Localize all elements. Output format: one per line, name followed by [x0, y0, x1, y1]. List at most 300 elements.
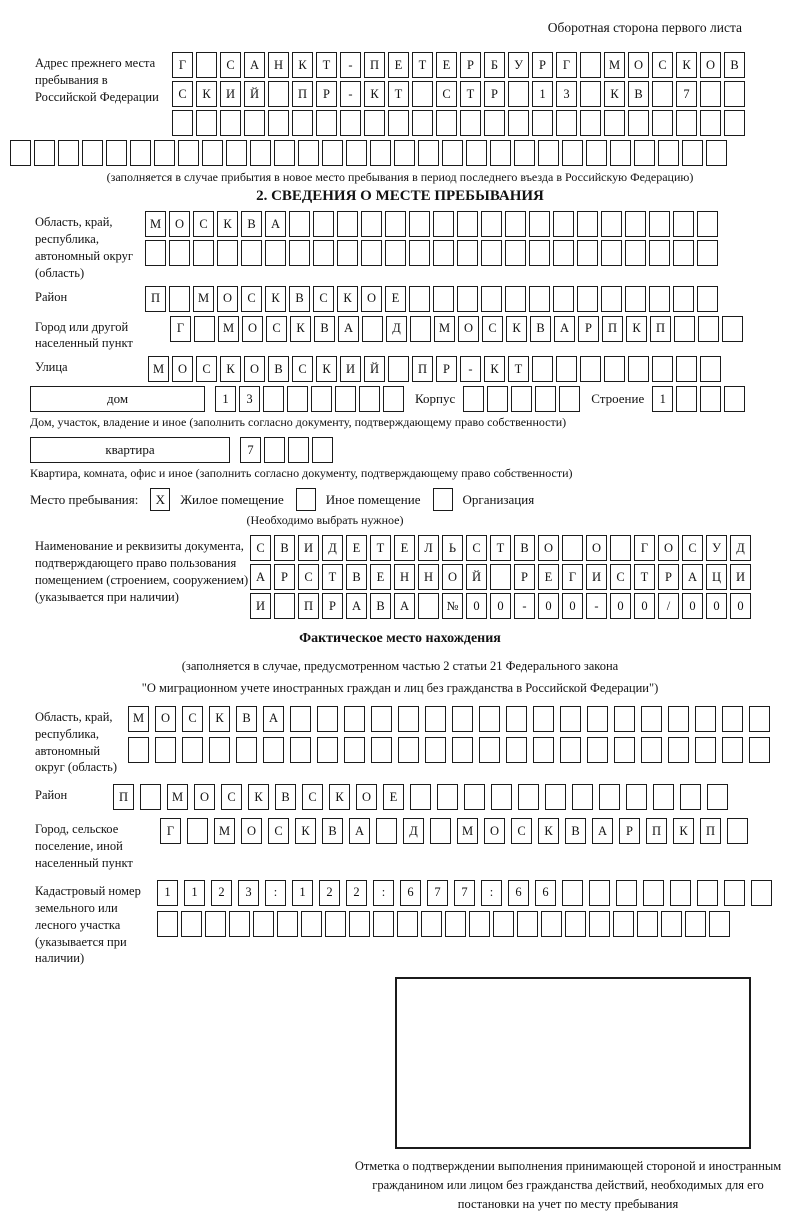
char-cell: 7 [427, 880, 448, 906]
char-cell [410, 316, 431, 342]
char-cell: : [265, 880, 286, 906]
char-cell [421, 911, 442, 937]
char-cell [457, 211, 478, 237]
char-cell [277, 911, 298, 937]
char-cell: М [218, 316, 239, 342]
char-cell [577, 240, 598, 266]
char-cell: К [626, 316, 647, 342]
char-cell [205, 911, 226, 937]
char-cell [545, 784, 566, 810]
checkbox-zhiloe: X [150, 488, 170, 511]
prev-address-label: Адрес прежнего места пребывания в Российской Федерации [35, 56, 159, 104]
char-cell: В [274, 535, 295, 561]
prev-address-field [35, 52, 800, 136]
char-cell [751, 880, 772, 906]
char-grid-row [128, 737, 776, 763]
char-cell [301, 911, 322, 937]
char-cell [487, 386, 508, 412]
char-cell [707, 784, 728, 810]
char-cell [589, 880, 610, 906]
char-cell [700, 356, 721, 382]
char-cell: С [172, 81, 193, 107]
char-cell [313, 240, 334, 266]
char-cell [553, 240, 574, 266]
char-cell [562, 535, 583, 561]
char-cell: С [302, 784, 323, 810]
char-cell [698, 316, 719, 342]
char-cell: К [248, 784, 269, 810]
actual-location-caption-line2: "О миграционном учете иностранных граждан и лиц без гражданства в Российской Федерации") [141, 681, 659, 695]
stay-type-row [30, 488, 800, 511]
char-cell: Д [403, 818, 424, 844]
actual-city-label: Город, сельское поселение, иной населенный пункт [35, 822, 133, 870]
char-cell [298, 140, 319, 166]
char-cell [289, 211, 310, 237]
char-cell [553, 211, 574, 237]
char-cell: О [361, 286, 382, 312]
char-cell [457, 286, 478, 312]
char-cell: 7 [676, 81, 697, 107]
char-cell [469, 911, 490, 937]
char-cell [697, 211, 718, 237]
house-number-grid [215, 386, 407, 412]
char-cell [418, 140, 439, 166]
char-cell [506, 737, 527, 763]
char-cell: Т [490, 535, 511, 561]
char-cell [433, 211, 454, 237]
char-cell [82, 140, 103, 166]
char-cell [613, 911, 634, 937]
char-cell [518, 784, 539, 810]
char-cell: 2 [346, 880, 367, 906]
char-cell: В [289, 286, 310, 312]
char-cell: К [292, 52, 313, 78]
char-cell [673, 211, 694, 237]
char-cell: У [706, 535, 727, 561]
char-cell: С [182, 706, 203, 732]
char-cell [425, 737, 446, 763]
confirmation-caption: Отметка о подтверждении выполнения принимающей стороной и иностранным гражданином или лицом без гражданства действий, необходимых для его постановки на учет по месту пребывания [354, 1159, 782, 1211]
char-cell [196, 52, 217, 78]
char-cell [514, 140, 535, 166]
char-cell: : [481, 880, 502, 906]
char-cell: Г [160, 818, 181, 844]
char-cell [722, 316, 743, 342]
char-cell [388, 356, 409, 382]
char-grid-row [157, 880, 778, 906]
char-cell [169, 240, 190, 266]
char-cell [722, 706, 743, 732]
char-cell [661, 911, 682, 937]
char-cell [700, 386, 721, 412]
char-cell: - [460, 356, 481, 382]
char-cell: - [340, 52, 361, 78]
char-cell: С [250, 535, 271, 561]
char-cell: С [292, 356, 313, 382]
char-cell [706, 140, 727, 166]
char-cell [268, 81, 289, 107]
char-cell [535, 386, 556, 412]
korpus-label: Корпус [415, 391, 456, 407]
char-cell [337, 211, 358, 237]
char-cell: Е [394, 535, 415, 561]
char-cell: 1 [292, 880, 313, 906]
char-cell: Р [322, 593, 343, 619]
char-cell: А [250, 564, 271, 590]
char-cell: А [346, 593, 367, 619]
korpus-grid [463, 386, 583, 412]
char-cell: Г [170, 316, 191, 342]
char-cell [364, 110, 385, 136]
char-cell [652, 110, 673, 136]
char-cell [580, 81, 601, 107]
char-cell [182, 737, 203, 763]
char-cell: 0 [634, 593, 655, 619]
char-cell: Е [370, 564, 391, 590]
char-cell [371, 737, 392, 763]
cadastre-label: Кадастровый номер земельного или лесного участка (указывается при наличии) [35, 883, 141, 966]
char-cell: О [217, 286, 238, 312]
stay-type-label: Место пребывания: [30, 491, 139, 507]
char-cell: № [442, 593, 463, 619]
char-cell: 6 [400, 880, 421, 906]
char-cell [265, 240, 286, 266]
char-cell [697, 880, 718, 906]
char-cell: В [346, 564, 367, 590]
char-cell [572, 784, 593, 810]
char-cell: К [217, 211, 238, 237]
char-cell: К [316, 356, 337, 382]
char-cell: - [514, 593, 535, 619]
char-cell [481, 211, 502, 237]
city-field [35, 316, 800, 353]
char-cell [263, 737, 284, 763]
char-grid-row [157, 911, 778, 937]
char-cell: С [511, 818, 532, 844]
option-organizaciya-label: Организация [462, 491, 535, 507]
char-cell: К [337, 286, 358, 312]
char-cell [589, 911, 610, 937]
char-cell [676, 386, 697, 412]
char-grid-row [128, 706, 776, 732]
char-cell: В [370, 593, 391, 619]
street-label: Улица [35, 360, 68, 375]
char-cell: К [673, 818, 694, 844]
char-cell: 2 [211, 880, 232, 906]
char-cell: К [209, 706, 230, 732]
stroenie-label: Строение [591, 391, 645, 407]
char-cell [481, 240, 502, 266]
char-cell [202, 140, 223, 166]
actual-location-heading: Фактическое место нахождения [299, 631, 501, 647]
char-cell [388, 110, 409, 136]
char-cell [457, 240, 478, 266]
char-cell [169, 286, 190, 312]
char-cell [614, 737, 635, 763]
char-cell: Р [658, 564, 679, 590]
char-cell: О [442, 564, 463, 590]
char-cell [601, 240, 622, 266]
city-label: Город или другой населенный пункт [35, 319, 133, 351]
char-cell [565, 911, 586, 937]
char-cell [452, 737, 473, 763]
char-cell: Д [730, 535, 751, 561]
char-cell [317, 737, 338, 763]
char-cell: В [314, 316, 335, 342]
char-cell: С [221, 784, 242, 810]
char-cell [511, 386, 532, 412]
apartment-number-grid [240, 437, 336, 463]
char-cell [361, 240, 382, 266]
char-cell [649, 211, 670, 237]
char-cell [460, 110, 481, 136]
char-cell: И [250, 593, 271, 619]
char-cell [34, 140, 55, 166]
char-cell: Г [556, 52, 577, 78]
char-cell [209, 737, 230, 763]
char-cell [700, 81, 721, 107]
char-cell [394, 140, 415, 166]
char-cell: О [241, 818, 262, 844]
char-cell [532, 110, 553, 136]
char-cell [532, 356, 553, 382]
option-inoe-label: Иное помещение [325, 491, 421, 507]
char-cell [610, 140, 631, 166]
char-cell: Е [383, 784, 404, 810]
char-cell: 0 [610, 593, 631, 619]
char-cell: С [241, 286, 262, 312]
char-cell [397, 911, 418, 937]
char-cell: В [628, 81, 649, 107]
char-cell [580, 110, 601, 136]
char-cell: О [658, 535, 679, 561]
char-cell [676, 110, 697, 136]
char-cell: А [349, 818, 370, 844]
prev-address-overflow-row [10, 140, 800, 166]
char-cell: О [194, 784, 215, 810]
char-grid-row [172, 81, 748, 107]
char-grid-row [250, 535, 754, 561]
char-cell: Л [418, 535, 439, 561]
char-cell [577, 211, 598, 237]
char-cell: А [265, 211, 286, 237]
char-cell [337, 240, 358, 266]
char-cell [264, 437, 285, 463]
stroenie-grid [652, 386, 748, 412]
char-cell: С [196, 356, 217, 382]
char-cell: К [604, 81, 625, 107]
char-cell [506, 706, 527, 732]
char-cell: П [145, 286, 166, 312]
char-cell [289, 240, 310, 266]
char-cell [625, 286, 646, 312]
char-cell [344, 706, 365, 732]
char-cell: 7 [454, 880, 475, 906]
confirmation-mark-box [395, 977, 751, 1149]
prev-address-caption: (заполняется в случае прибытия в новое место пребывания в период последнего въезда в Российскую Федерацию) [106, 170, 694, 184]
document-grid [250, 535, 754, 619]
char-grid-row [145, 240, 721, 266]
char-cell: М [128, 706, 149, 732]
char-cell: К [265, 286, 286, 312]
char-cell [695, 737, 716, 763]
char-grid-row [160, 818, 754, 844]
char-cell: П [298, 593, 319, 619]
char-cell: К [290, 316, 311, 342]
char-cell: Т [508, 356, 529, 382]
char-cell [601, 286, 622, 312]
char-cell [626, 784, 647, 810]
char-cell: И [586, 564, 607, 590]
char-cell: 1 [157, 880, 178, 906]
char-cell [749, 706, 770, 732]
district-label: Район [35, 289, 68, 304]
char-cell [385, 211, 406, 237]
char-cell: С [436, 81, 457, 107]
region-label: Область, край, республика, автономный округ (область) [35, 215, 133, 280]
actual-region-label: Область, край, республика, автономный округ (область) [35, 709, 118, 775]
char-cell [727, 818, 748, 844]
char-cell [155, 737, 176, 763]
char-cell [580, 52, 601, 78]
char-cell [287, 386, 308, 412]
document-label: Наименование и реквизиты документа, подтверждающего право пользования помещением (строением, сооружением) (указывается при наличии) [35, 539, 249, 604]
char-cell: М [434, 316, 455, 342]
char-cell [236, 737, 257, 763]
char-cell: В [241, 211, 262, 237]
char-cell [653, 784, 674, 810]
char-cell: / [658, 593, 679, 619]
char-cell: О [700, 52, 721, 78]
char-cell [649, 286, 670, 312]
char-cell: Р [578, 316, 599, 342]
apartment-type-box: квартира [30, 437, 230, 463]
char-cell [616, 880, 637, 906]
char-cell: У [508, 52, 529, 78]
char-cell [430, 818, 451, 844]
char-cell [253, 911, 274, 937]
char-cell [178, 140, 199, 166]
char-cell: Р [532, 52, 553, 78]
char-cell: С [652, 52, 673, 78]
char-cell [641, 737, 662, 763]
char-cell [263, 386, 284, 412]
char-cell: П [364, 52, 385, 78]
char-cell: С [482, 316, 503, 342]
char-cell: С [610, 564, 631, 590]
char-cell: В [322, 818, 343, 844]
char-cell [601, 211, 622, 237]
char-cell [484, 110, 505, 136]
street-field [35, 356, 800, 382]
char-cell [346, 140, 367, 166]
char-cell: И [730, 564, 751, 590]
house-caption: Дом, участок, владение и иное (заполнить согласно документу, подтверждающему право собственности) [30, 415, 567, 430]
char-cell: Е [385, 286, 406, 312]
char-cell: Е [436, 52, 457, 78]
char-cell: 3 [238, 880, 259, 906]
char-cell [481, 286, 502, 312]
char-cell [637, 911, 658, 937]
char-cell [383, 386, 404, 412]
char-cell [464, 784, 485, 810]
char-cell [452, 706, 473, 732]
char-cell: Р [316, 81, 337, 107]
char-cell [340, 110, 361, 136]
char-cell [436, 110, 457, 136]
char-cell: Р [436, 356, 457, 382]
char-cell [695, 706, 716, 732]
char-cell [643, 880, 664, 906]
char-cell: К [506, 316, 527, 342]
char-cell: Н [394, 564, 415, 590]
char-cell [317, 706, 338, 732]
char-cell: П [700, 818, 721, 844]
char-cell: Т [370, 535, 391, 561]
char-cell [433, 286, 454, 312]
char-cell: 0 [682, 593, 703, 619]
char-cell [625, 240, 646, 266]
char-cell [559, 386, 580, 412]
char-cell: 1 [184, 880, 205, 906]
char-cell [697, 286, 718, 312]
page-side-note: Оборотная сторона первого листа [547, 20, 742, 35]
char-cell: К [364, 81, 385, 107]
char-cell: К [538, 818, 559, 844]
actual-location-caption-line1: (заполняется в случае, предусмотренном частью 2 статьи 21 Федерального закона [181, 659, 619, 674]
char-cell [628, 356, 649, 382]
char-cell [505, 211, 526, 237]
char-cell: 3 [239, 386, 260, 412]
char-cell [652, 81, 673, 107]
actual-region-grid [128, 706, 776, 763]
char-cell [533, 706, 554, 732]
char-cell: Т [634, 564, 655, 590]
char-cell [140, 784, 161, 810]
char-cell [322, 140, 343, 166]
char-cell: В [268, 356, 289, 382]
char-cell [241, 240, 262, 266]
char-cell: М [148, 356, 169, 382]
char-cell [580, 356, 601, 382]
char-cell [670, 880, 691, 906]
char-cell: В [724, 52, 745, 78]
char-cell [157, 911, 178, 937]
char-cell [680, 784, 701, 810]
char-cell [292, 110, 313, 136]
char-cell [409, 211, 430, 237]
char-cell [724, 110, 745, 136]
char-cell [529, 211, 550, 237]
char-cell [586, 140, 607, 166]
char-cell [412, 81, 433, 107]
char-cell [344, 737, 365, 763]
char-cell [196, 110, 217, 136]
actual-district-label: Район [35, 788, 68, 803]
char-cell: К [329, 784, 350, 810]
char-cell [533, 737, 554, 763]
char-cell: 7 [240, 437, 261, 463]
char-cell [493, 911, 514, 937]
char-cell [409, 286, 430, 312]
char-cell: И [220, 81, 241, 107]
char-cell [505, 286, 526, 312]
char-cell [553, 286, 574, 312]
char-cell [529, 240, 550, 266]
char-cell [335, 386, 356, 412]
char-cell [193, 240, 214, 266]
char-cell: К [676, 52, 697, 78]
